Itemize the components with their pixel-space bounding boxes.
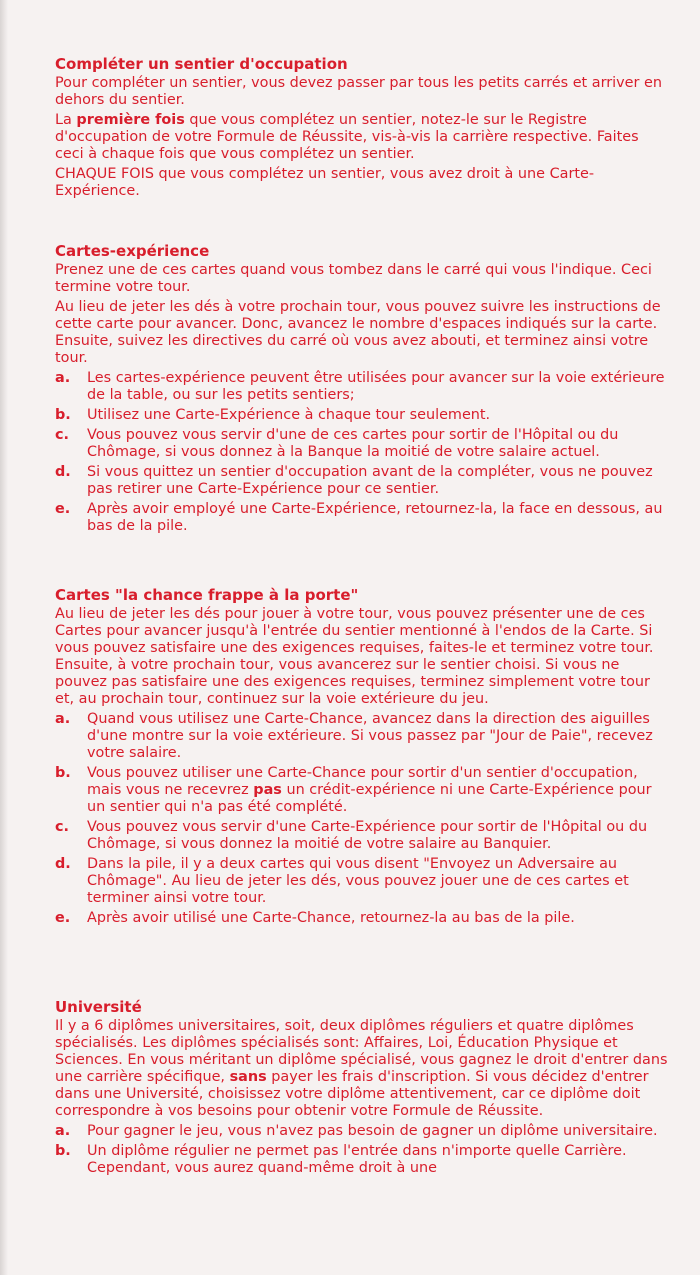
- list-item: d. Dans la pile, il y a deux cartes qui vous disent "Envoyez un Adversaire au Chômage". Au lieu de jeter les dés, vous pouvez jouer une de ces cartes et terminer ainsi votre tour.: [55, 856, 629, 906]
- emphasis: première fois: [76, 112, 185, 128]
- rule-list: [55, 370, 670, 535]
- section-completer-sentier: [55, 54, 670, 203]
- list-marker: e.: [55, 910, 71, 926]
- list-marker: c.: [55, 819, 69, 835]
- list-item: c. Vous pouvez vous servir d'une Carte-Expérience pour sortir de l'Hôpital ou du Chômage, si vous donnez la moitié de votre salaire au Banquier.: [55, 819, 648, 852]
- paragraph: CHAQUE FOIS que vous complétez un sentier, vous avez droit à une Carte-Expérience.: [55, 166, 595, 199]
- rule-list: [55, 711, 670, 927]
- list-item: a. Quand vous utilisez une Carte-Chance, avancez dans la direction des aiguilles d'une montre sur la voie extérieure. Si vous passez par "Jour de Paie", recevez votre salaire.: [55, 711, 653, 761]
- list-marker: d.: [55, 856, 71, 872]
- list-item: e. Après avoir utilisé une Carte-Chance, retournez-la au bas de la pile.: [55, 910, 575, 926]
- emphasis: sans: [229, 1069, 267, 1085]
- list-marker: a.: [55, 711, 71, 727]
- list-marker: b.: [55, 1143, 71, 1159]
- list-marker: e.: [55, 501, 71, 517]
- section-cartes-chance: [55, 585, 670, 930]
- list-item: c. Vous pouvez vous servir d'une de ces cartes pour sortir de l'Hôpital ou du Chômage, si vous donnez à la Banque la moitié de votre salaire actuel.: [55, 427, 619, 460]
- paragraph: Prenez une de ces cartes quand vous tombez dans le carré qui vous l'indique. Ceci termine votre tour.: [55, 262, 652, 295]
- paragraph: Au lieu de jeter les dés pour jouer à votre tour, vous pouvez présenter une de ces Cartes pour avancer jusqu'à l'entrée du sentier mentionné à l'endos de la Carte. Si vous pouvez satisfaire une des exigences requises, faites-le et terminez votre tour. Ensuite, à votre prochain tour, vous avancerez sur le sentier choisi. Si vous ne pouvez pas satisfaire une des exigences requises, terminez simplement votre tour et, au prochain tour, continuez sur la voie extérieure du jeu.: [55, 606, 654, 707]
- paragraph: Il y a 6 diplômes universitaires, soit, deux diplômes réguliers et quatre diplômes spécialisés. Les diplômes spécialisés sont: Affaires, Loi, Éducation Physique et Sciences. En vous méritant un diplôme spécialisé, vous gagnez le droit d'entrer dans une carrière spécifique, sans payer les frais d'inscription. Si vous décidez d'entrer dans une Université, choisissez votre diplôme attentivement, car ce diplôme doit correspondre à vos besoins pour obtenir votre Formule de Réussite.: [55, 1018, 668, 1119]
- list-item: a. Pour gagner le jeu, vous n'avez pas besoin de gagner un diplôme universitaire.: [55, 1123, 658, 1139]
- list-item: e. Après avoir employé une Carte-Expérience, retournez-la, la face en dessous, au bas de la pile.: [55, 501, 663, 534]
- list-marker: c.: [55, 427, 69, 443]
- section-title: Cartes "la chance frappe à la porte": [55, 586, 359, 604]
- paragraph: La première fois que vous complétez un sentier, notez-le sur le Registre d'occupation de votre Formule de Réussite, vis-à-vis la carrière respective. Faites ceci à chaque fois que vous complétez un sentier.: [55, 112, 639, 162]
- page-fold-shadow: [0, 0, 8, 1275]
- list-marker: b.: [55, 407, 71, 423]
- list-marker: a.: [55, 370, 71, 386]
- list-item: b. Un diplôme régulier ne permet pas l'entrée dans n'importe quelle Carrière. Cependant, vous aurez quand-même droit à une: [55, 1143, 627, 1176]
- list-marker: b.: [55, 765, 71, 781]
- list-marker: a.: [55, 1123, 71, 1139]
- section-title: Université: [55, 998, 142, 1016]
- list-item: b. Utilisez une Carte-Expérience à chaque tour seulement.: [55, 407, 491, 423]
- paragraph: Au lieu de jeter les dés à votre prochain tour, vous pouvez suivre les instructions de cette carte pour avancer. Donc, avancez le nombre d'espaces indiqués sur la carte. Ensuite, suivez les directives du carré où vous avez abouti, et terminez ainsi votre tour.: [55, 299, 661, 366]
- section-cartes-experience: [55, 241, 670, 538]
- rule-list: [55, 1123, 670, 1177]
- section-universite: [55, 997, 670, 1180]
- emphasis: pas: [253, 782, 282, 798]
- section-title: Cartes-expérience: [55, 242, 210, 260]
- list-item: d. Si vous quittez un sentier d'occupation avant de la compléter, vous ne pouvez pas retirer une Carte-Expérience pour ce sentier.: [55, 464, 653, 497]
- list-item: a. Les cartes-expérience peuvent être utilisées pour avancer sur la voie extérieure de la table, ou sur les petits sentiers;: [55, 370, 665, 403]
- paragraph: Pour compléter un sentier, vous devez passer par tous les petits carrés et arriver en dehors du sentier.: [55, 75, 662, 108]
- section-title: Compléter un sentier d'occupation: [55, 55, 348, 73]
- list-item: b. Vous pouvez utiliser une Carte-Chance pour sortir d'un sentier d'occupation, mais vous ne recevrez pas un crédit-expérience ni une Carte-Expérience pour un sentier qui n'a pas été complété.: [55, 765, 652, 815]
- list-marker: d.: [55, 464, 71, 480]
